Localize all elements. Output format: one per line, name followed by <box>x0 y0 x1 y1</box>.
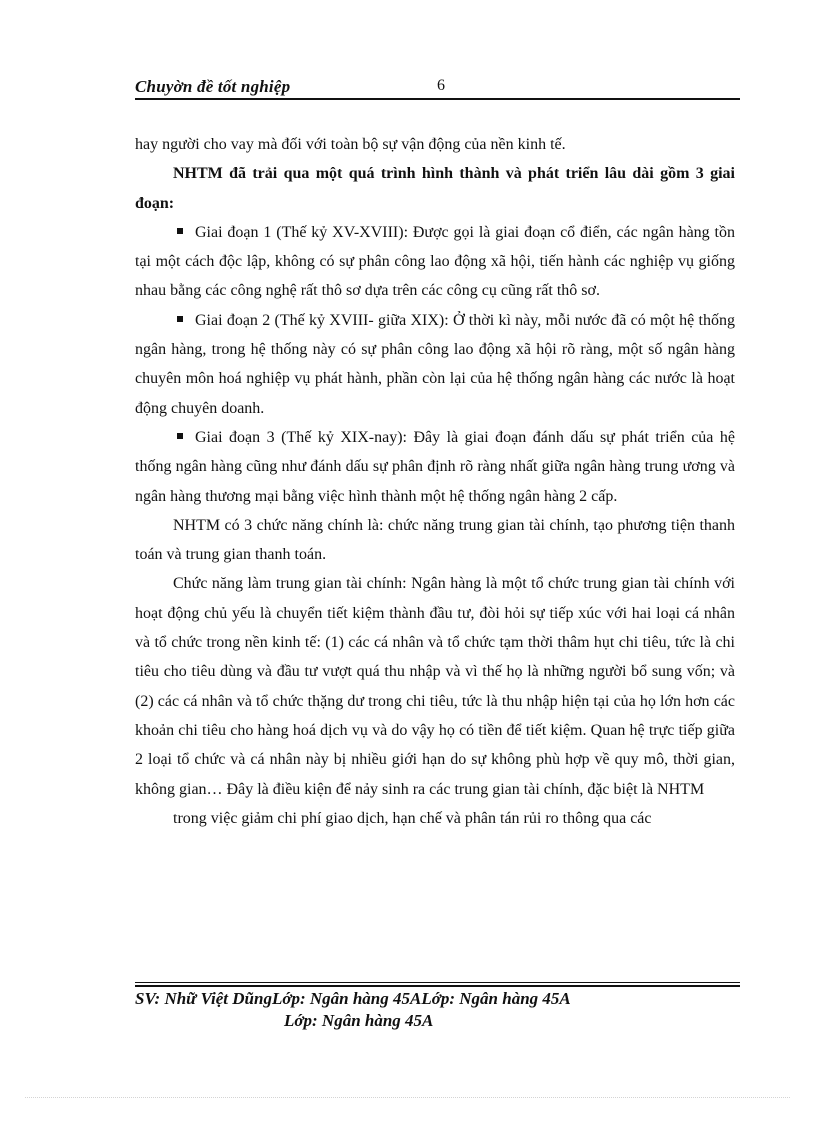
document-body <box>135 130 735 833</box>
paragraph: trong việc giảm chi phí giao dịch, hạn chế và phân tán rủi ro thông qua các <box>173 809 652 827</box>
page-number: 6 <box>437 77 445 94</box>
bullet-text: Giai đoạn 2 (Thế kỷ XVIII- giữa XIX): Ở thời kì này, mỗi nước đã có một hệ thống ngân hàng, trong hệ thống này có sự phân công lao động xã hội rõ ràng, một số ngân hàng chuyên môn hoá nghiệp vụ phát hành, phần còn lại của hệ thống ngân hàng các nước là hoạt động chuyên doanh. <box>135 311 735 417</box>
square-bullet-icon <box>177 433 183 439</box>
header-title: Chuyờn đề tốt nghiệp <box>135 77 291 96</box>
footer-class-line: Lớp: Ngân hàng 45A <box>284 1011 434 1030</box>
paragraph: hay người cho vay mà đối với toàn bộ sự vận động của nền kinh tế. <box>135 136 566 153</box>
bullet-text: Giai đoạn 1 (Thế kỷ XV-XVIII): Được gọi là giai đoạn cổ điển, các ngân hàng tồn tại một cách độc lập, không có sự phân công lao động xã hội, tiến hành các nghiệp vụ giống nhau bằng các công nghệ rất thô sơ dựa trên các công cụ cũng rất thô sơ. <box>135 223 735 300</box>
paragraph-heading: NHTM đã trải qua một quá trình hình thành và phát triển lâu dài gồm 3 giai đoạn: <box>135 165 735 212</box>
footer-student-line: SV: Nhữ Việt DũngLớp: Ngân hàng 45ALớp: Ngân hàng 45A <box>135 989 571 1008</box>
header-divider <box>135 98 740 100</box>
paragraph: Chức năng làm trung gian tài chính: Ngân hàng là một tổ chức trung gian tài chính với hoạt động chủ yếu là chuyển tiết kiệm thành đầu tư, đòi hỏi sự tiếp xúc với hai loại cá nhân và tổ chức trong nền kinh tế: (1) các cá nhân và tổ chức tạm thời thâm hụt chi tiêu, tức là chi tiêu cho tiêu dùng và đầu tư vượt quá thu nhập và vì thế họ là những người bổ sung vốn; và (2) các cá nhân và tổ chức thặng dư trong chi tiêu, tức là thu nhập hiện tại của họ lớn hơn các khoản chi tiêu cho hàng hoá dịch vụ và do vậy họ có tiền để tiết kiệm. Quan hệ trực tiếp giữa 2 loại tổ chức và cá nhân này bị nhiều giới hạn do sự không phù hợp về quy mô, thời gian, không gian… Đây là điều kiện để nảy sinh ra các trung gian tài chính, đặc biệt là NHTM <box>135 575 735 798</box>
footer-divider-thick <box>135 985 740 987</box>
square-bullet-icon <box>177 228 183 234</box>
bullet-item <box>135 218 735 306</box>
paragraph: NHTM có 3 chức năng chính là: chức năng trung gian tài chính, tạo phương tiện thanh toán và trung gian thanh toán. <box>135 516 735 564</box>
square-bullet-icon <box>177 316 183 322</box>
bullet-item <box>135 423 735 511</box>
bullet-text: Giai đoạn 3 (Thế kỷ XIX-nay): Đây là giai đoạn đánh dấu sự phát triển của hệ thống ngân hàng cũng như đánh dấu sự phân định rõ ràng nhất giữa ngân hàng trung ương và ngân hàng thương mại bằng việc hình thành một hệ thống ngân hàng 2 cấp. <box>135 428 735 505</box>
bullet-item <box>135 306 735 423</box>
footer-divider-thin <box>135 982 740 983</box>
page-edge-divider <box>25 1097 790 1098</box>
